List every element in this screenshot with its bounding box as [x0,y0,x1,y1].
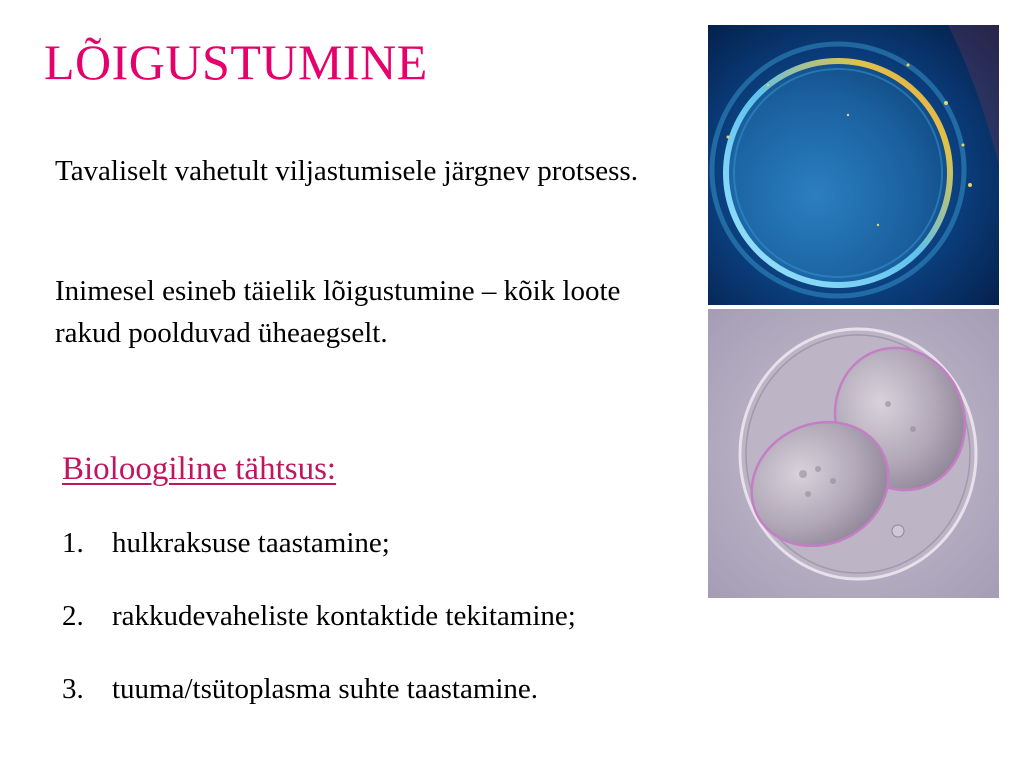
list-item-number: 2. [62,600,84,632]
list-item [62,669,576,709]
list-item [62,523,576,563]
two-cell-embryo-image [708,309,999,598]
fertilized-egg-image [708,25,999,305]
list-item-number: 1. [62,527,84,559]
list-item-text: hulkraksuse taastamine; [112,527,390,559]
slide-title: LÕIGUSTUMINE [44,34,428,90]
paragraph-definition: Tavaliselt vahetult viljastumisele järgnev protsess. [55,155,638,187]
list-item-text: rakkudevaheliste kontaktide tekitamine; [112,600,576,632]
subheading-biological-significance: Bioloogiline tähtsus: [62,451,337,487]
paragraph-human-cleavage: Inimesel esineb täielik lõigustumine – kõik loote rakud poolduvad üheaegselt. [55,275,621,349]
significance-list [62,523,576,742]
list-item [62,596,576,636]
list-item-text: tuuma/tsütoplasma suhte taastamine. [112,673,539,705]
list-item-number: 3. [62,673,84,705]
